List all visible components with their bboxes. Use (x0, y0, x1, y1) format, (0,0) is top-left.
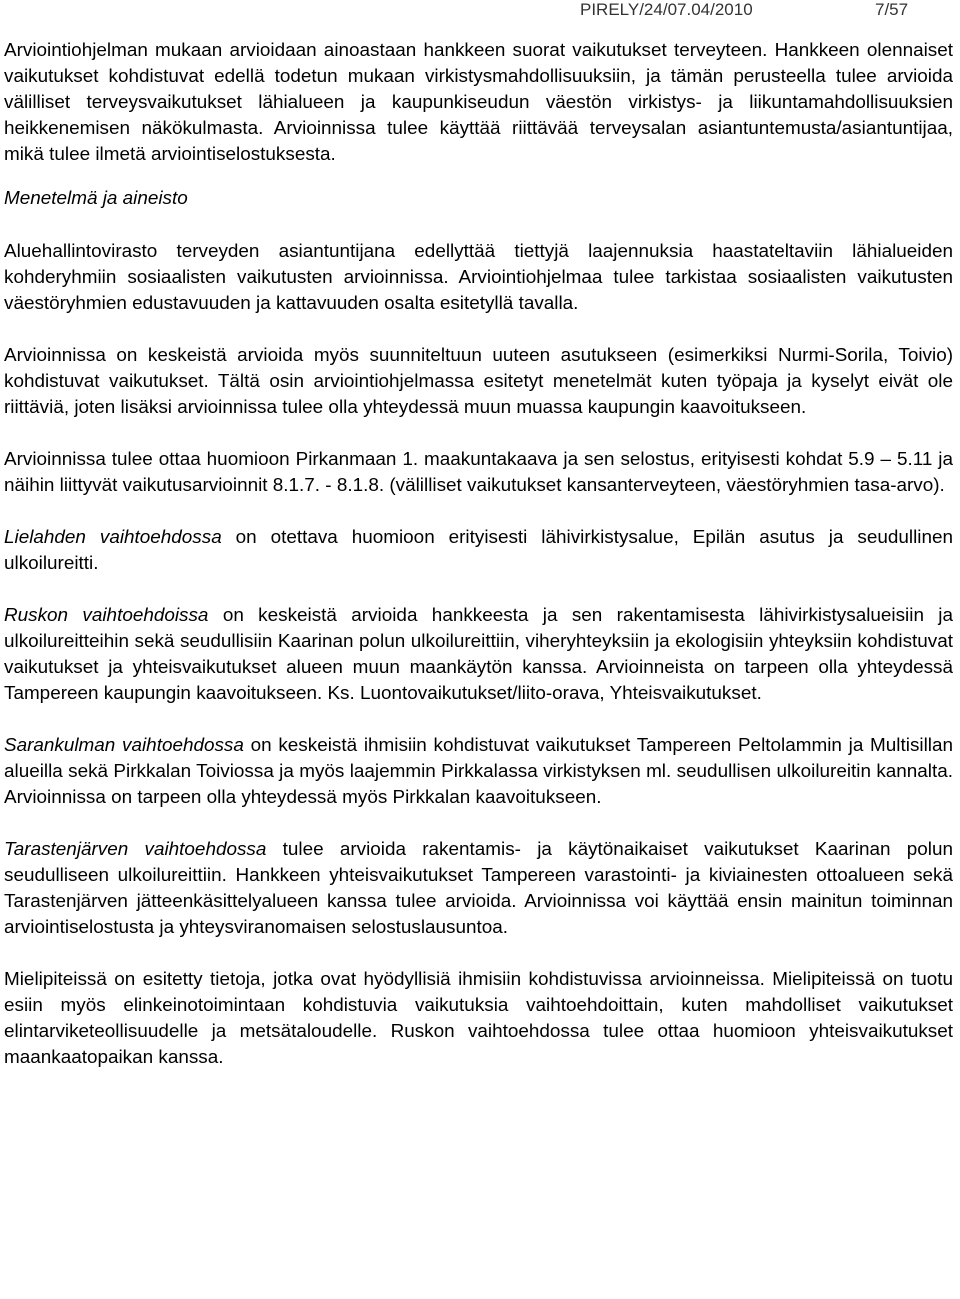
tarastenjarvi-option-text: tulee arvioida rakentamis- ja käytönaikaiset vaikutukset Kaarinan polun seudulliseen ulkoilureittiin. Hankkeen yhteisvaikutukset Tampereen varastointi- ja kiviainesten ottoalueen sekä Tarastenjärven jätteenkäsittelyalueen kanssa tulee arvioida. Arvioinnissa voi käyttää ensin mainitun toiminnan arviointiselostusta ja yhteysviranomaisen selostuslausuntoa. (4, 839, 953, 938)
document-code: PIRELY/24/07.04/2010 (580, 0, 753, 19)
page-number: 7/57 (875, 0, 909, 19)
rusko-option-title: Ruskon vaihtoehdoissa (4, 605, 209, 626)
paragraph-mielipiteet: Mielipiteissä on esitetty tietoja, jotka ovat hyödyllisiä ihmisiin kohdistuvissa arvioinneissa. Mielipiteissä on tuotu esiin myös elinkeinotoimintaan kohdistuvia vaikutuksia vaihtoehdoittain, kuten mahdolliset vaikutukset elintarviketeollisuudelle ja metsätaloudelle. Ruskon vaihtoehdossa tulee ottaa huomioon yhteisvaikutukset maankaatopaikan kanssa. (4, 969, 953, 1068)
paragraph-maakuntakaava: Arvioinnissa tulee ottaa huomioon Pirkanmaan 1. maakuntakaava ja sen selostus, erityisesti kohdat 5.9 – 5.11 ja näihin liittyvät vaikutusarvioinnit 8.1.7. - 8.1.8. (välilliset vaikutukset kansanterveyteen, väestöryhmien tasa-arvo). (4, 449, 953, 496)
lielahti-option-title: Lielahden vaihtoehdossa (4, 527, 222, 548)
paragraph-aluehallintovirasto: Aluehallintovirasto terveyden asiantuntijana edellyttää tiettyjä laajennuksia haastateltaviin lähialueiden kohderyhmiin sosiaalisten vaikutusten arvioinnissa. Arviointiohjelmaa tulee tarkistaa sosiaalisten vaikutusten väestöryhmien edustavuuden ja kattavuuden osalta esitetyllä tavalla. (4, 241, 953, 314)
lielahti-option-text: on otettava huomioon erityisesti lähivirkistysalue, Epilän asutus ja seudullinen ulkoilureitti. (4, 527, 954, 574)
document-body (4, 38, 953, 1097)
sarankulma-option-title: Sarankulman vaihtoehdossa (4, 735, 244, 756)
paragraph-tarastenjarvi (4, 837, 953, 941)
rusko-option-text: on keskeistä arvioida hankkeesta ja sen rakentamisesta lähivirkistysalueisiin ja ulkoilureitteihin sekä seudullisiin Kaarinan polun ulkoilureittiin, viheryhteyksiin ja ekologisiin yhteyksiin kohdistuvat vaikutukset ja yhteisvaikutukset alueen muun maankäytön kanssa. Arvioinneista on tarpeen olla yhteydessä Tampereen kaupungin kaavoitukseen. Ks. Luontovaikutukset/liito-orava, Yhteisvaikutukset. (4, 605, 954, 704)
paragraph-sarankulma (4, 733, 953, 811)
paragraph-intro: Arviointiohjelman mukaan arvioidaan ainoastaan hankkeen suorat vaikutukset terveyteen. Hankkeen olennaiset vaikutukset kohdistuvat edellä todetun mukaan virkistysmahdollisuuksiin, ja tämän perusteella tulee arvioida välilliset terveysvaikutukset lähialueen ja kaupunkiseudun väestön virkistys- ja liikuntamahdollisuuksien heikkenemisen näkökulmasta. Arvioinnissa tulee käyttää riittävää terveysalan asiantuntemusta/asiantuntijaa, mikä tulee ilmetä arviointiselostuksesta. (4, 40, 953, 165)
paragraph-uusi-asutus: Arvioinnissa on keskeistä arvioida myös suunniteltuun uuteen asutukseen (esimerkiksi Nurmi-Sorila, Toivio) kohdistuvat vaikutukset. Tältä osin arviointiohjelmassa esitetyt menetelmät kuten työpaja ja kyselyt eivät ole riittäviä, joten lisäksi arvioinnissa tulee olla yhteydessä muun muassa kaupungin kaavoitukseen. (4, 345, 953, 418)
sarankulma-option-text: on keskeistä ihmisiin kohdistuvat vaikutukset Tampereen Peltolammin ja Multisillan alueilla sekä Pirkkalan Toiviossa ja myös laajemmin Pirkkalassa virkistyksen ml. seudullisen ulkoilureitin kannalta. Arvioinnissa on tarpeen olla yhteydessä myös Pirkkalan kaavoitukseen. (4, 735, 953, 808)
section-heading-text: Menetelmä ja aineisto (4, 188, 188, 209)
paragraph-lielahti (4, 525, 953, 577)
paragraph-rusko (4, 603, 953, 707)
section-heading (4, 186, 953, 212)
tarastenjarvi-option-title: Tarastenjärven vaihtoehdossa (4, 839, 267, 860)
